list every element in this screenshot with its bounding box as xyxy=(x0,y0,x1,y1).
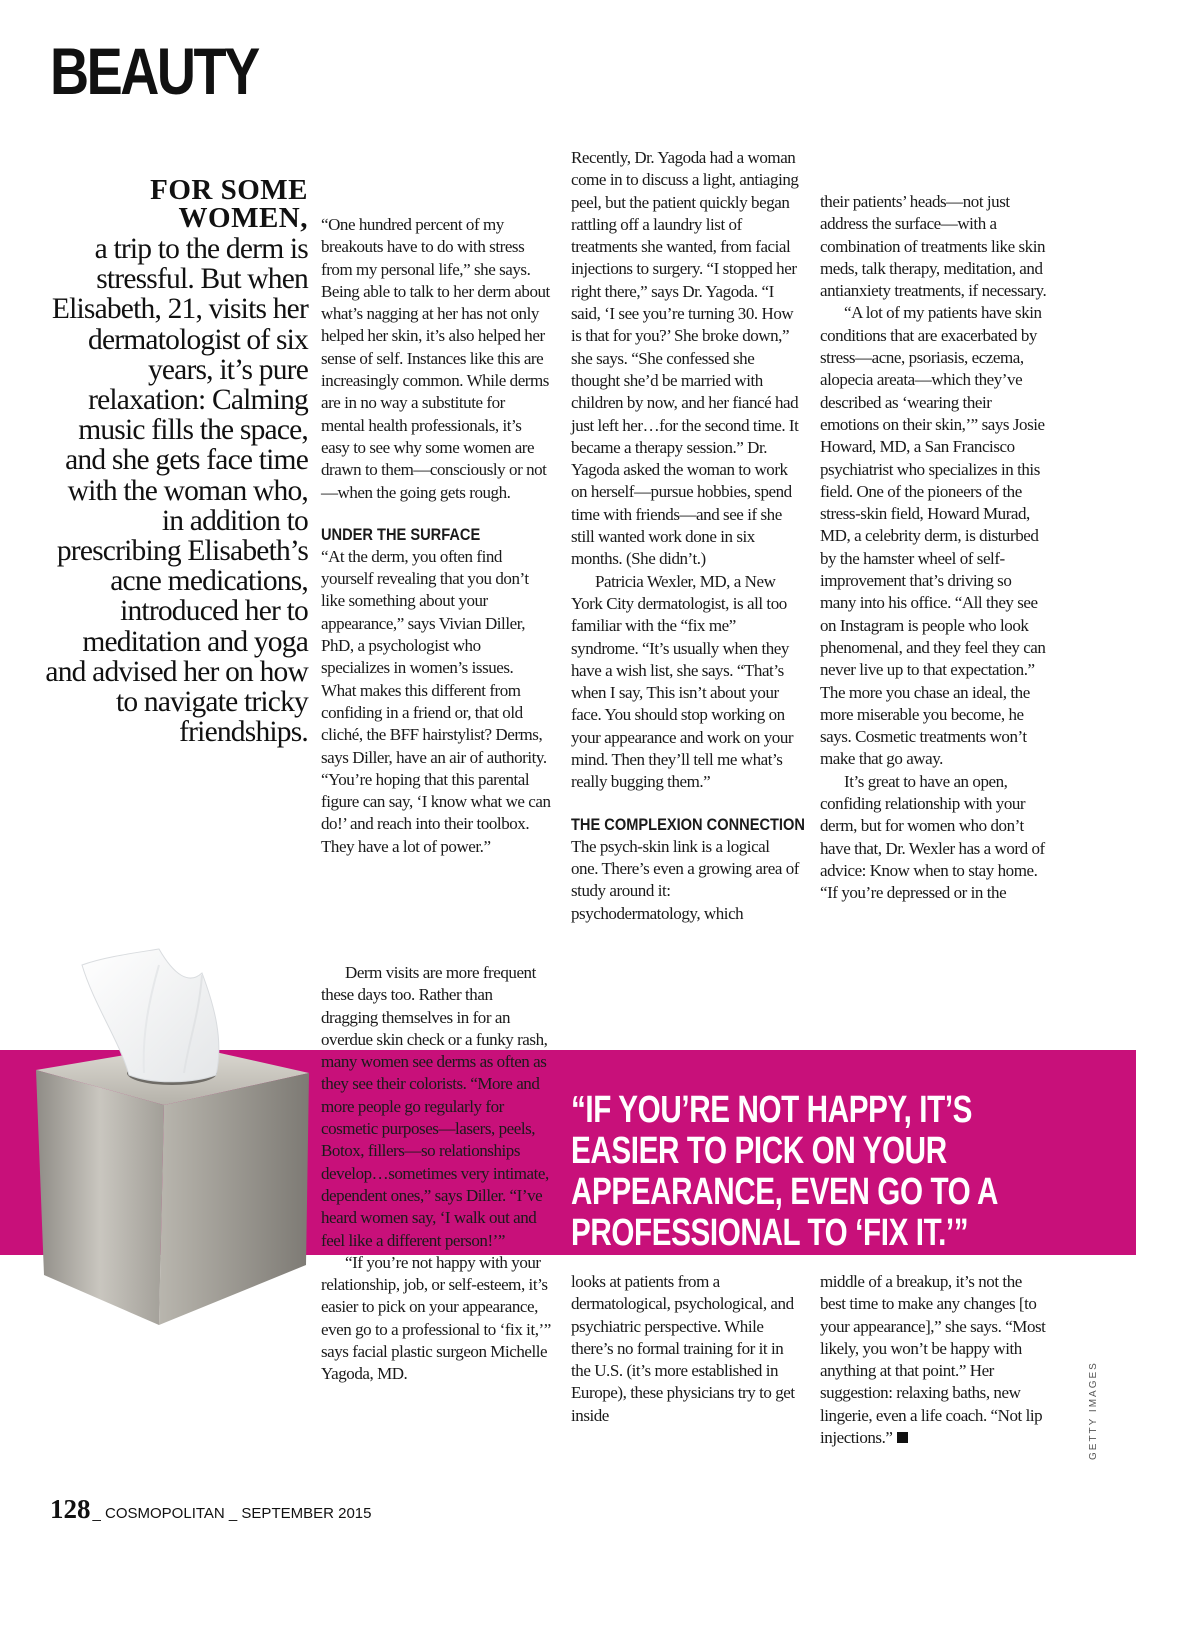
column-3 xyxy=(820,191,1048,905)
column-1-paragraph: “One hundred percent of my breakouts have to do with stress from my personal life,” she says. Being able to talk to her derm about what’s nagging at her has not only helped her skin, it’s also helped her sense of self. Instances like this are increasingly common. While derms are in no way a substitute for mental health professionals, it’s easy to see why some women are drawn to them—consciously or not—when the going gets rough. xyxy=(321,215,550,502)
column-3-final-text: middle of a breakup, it’s not the best time to make any changes [to your appearance],” she says. “Most likely, you won’t be happy with anything at that point.” Her suggestion: relaxing baths, new lingerie, even a life coach. “Not lip injections.” xyxy=(820,1272,1046,1448)
column-1 xyxy=(321,214,551,858)
column-3-continued xyxy=(820,1271,1048,1449)
page-footer xyxy=(50,1494,371,1525)
column-3-paragraph: their patients’ heads—not just address the surface—with a combination of treatments like skin meds, talk therapy, meditation, and antianxiety treatments, if necessary. xyxy=(820,192,1047,301)
column-2-paragraph: looks at patients from a dermatological, psychological, and psychiatric perspective. While there’s no formal training for it in the U.S. (it’s more established in Europe), these physicians try to get inside xyxy=(571,1272,795,1425)
column-2-paragraph: Recently, Dr. Yagoda had a woman come in to discuss a light, antiaging peel, but the patient quickly began rattling off a laundry list of treatments she wanted, from facial injections to surgery. “I stopped her right there,” says Dr. Yagoda. “I said, ‘I see you’re turning 30. How is that for you?’ She broke down,” she says. “She confessed she thought she’d be married with children by now, and her fiancé had just left her…for the second time. It became a therapy session.” Dr. Yagoda asked the woman to work on herself—pursue hobbies, spend time with friends—and see if she still wanted work done in six months. (She didn’t.) xyxy=(571,148,799,569)
subheading-under-the-surface: UNDER THE SURFACE xyxy=(321,524,481,544)
photo-credit: GETTY IMAGES xyxy=(1088,1361,1099,1460)
tissue-box-image xyxy=(24,945,324,1330)
subheading-complexion-connection: THE COMPLEXION CONNECTION xyxy=(571,814,805,834)
intro-lead: FOR SOME WOMEN, xyxy=(150,174,308,234)
column-1-continued xyxy=(321,962,551,1386)
intro-block xyxy=(40,176,308,747)
column-3-paragraph: “A lot of my patients have skin conditions that are exacerbated by stress—acne, psoriasis, eczema, alopecia areata—which they’ve described as ‘wearing their emotions on their skin,’” says Josie Howard, MD, a San Francisco psychiatrist who specializes in this field. One of the pioneers of the stress-skin field, Howard Murad, MD, a celebrity derm, is disturbed by the hamster wheel of self-improvement that’s driving so many into his office. “All they see on Instagram is people who look phenomenal, and they feel they can never live up to that expectation.” The more you chase an ideal, the more miserable you become, he says. Cosmetic treatments won’t make that go away. xyxy=(820,303,1046,769)
column-2-continued xyxy=(571,1271,799,1427)
end-mark xyxy=(897,1432,908,1443)
column-1-paragraph: “If you’re not happy with your relationship, job, or self-esteem, it’s easier to pick on your appearance, even go to a professional to ‘fix it,’” says facial plastic surgeon Michelle Yagoda, MD. xyxy=(321,1252,551,1384)
pull-quote: “IF YOU’RE NOT HAPPY, IT’S EASIER TO PICK ON YOUR APPEARANCE, EVEN GO TO A PROFESSIONAL TO ‘FIX IT.’” xyxy=(571,1089,997,1254)
column-1-paragraph: “At the derm, you often find yourself revealing that you don’t like something about your appearance,” says Vivian Diller, PhD, a psychologist who specializes in women’s issues. What makes this different from confiding in a friend or, that old cliché, the BFF hairstylist? Derms, says Diller, have an air of authority. “You’re hoping that this parental figure can say, ‘I know what we can do!’ and reach into their toolbox. They have a lot of power.” xyxy=(321,546,551,856)
column-2 xyxy=(571,147,805,925)
column-3-paragraph xyxy=(820,1271,1048,1449)
column-1-paragraph: Derm visits are more frequent these days too. Rather than dragging themselves in for an overdue skin check or a funky rash, many women see derms as often as they see their colorists. “More and more people go regularly for cosmetic purposes—lasers, peels, Botox, fillers—so relationships develop…sometimes very intimate, dependent ones,” says Diller. “I’ve heard women say, ‘I walk out and feel like a different person!’” xyxy=(321,963,549,1250)
publication-line: _ COSMOPOLITAN _ SEPTEMBER 2015 xyxy=(92,1505,372,1522)
intro-body: a trip to the derm is stressful. But when Elisabeth, 21, visits her dermatologist of six years, it’s pure relaxation: Calming music fills the space, and she gets face time with the woman who, in addition to prescribing Elisabeth’s acne medications, introduced her to meditation and yoga and advised her on how to navigate tricky friendships. xyxy=(45,233,308,749)
column-2-paragraph: The psych-skin link is a logical one. There’s even a growing area of study around it: psychodermatology, which xyxy=(571,836,799,923)
page-number: 128 xyxy=(50,1494,91,1524)
column-3-paragraph: It’s great to have an open, confiding relationship with your derm, but for women who don’t have that, Dr. Wexler has a word of advice: Know when to stay home. “If you’re depressed or in the xyxy=(820,771,1045,903)
section-heading: BEAUTY xyxy=(50,34,258,108)
column-2-paragraph: Patricia Wexler, MD, a New York City dermatologist, is all too familiar with the “fix me” syndrome. “It’s usually when they have a wish list, she says. “That’s when I say, This isn’t about your face. You should stop working on your appearance and work on your mind. Then they’ll tell me what’s really bugging them.” xyxy=(571,571,794,792)
